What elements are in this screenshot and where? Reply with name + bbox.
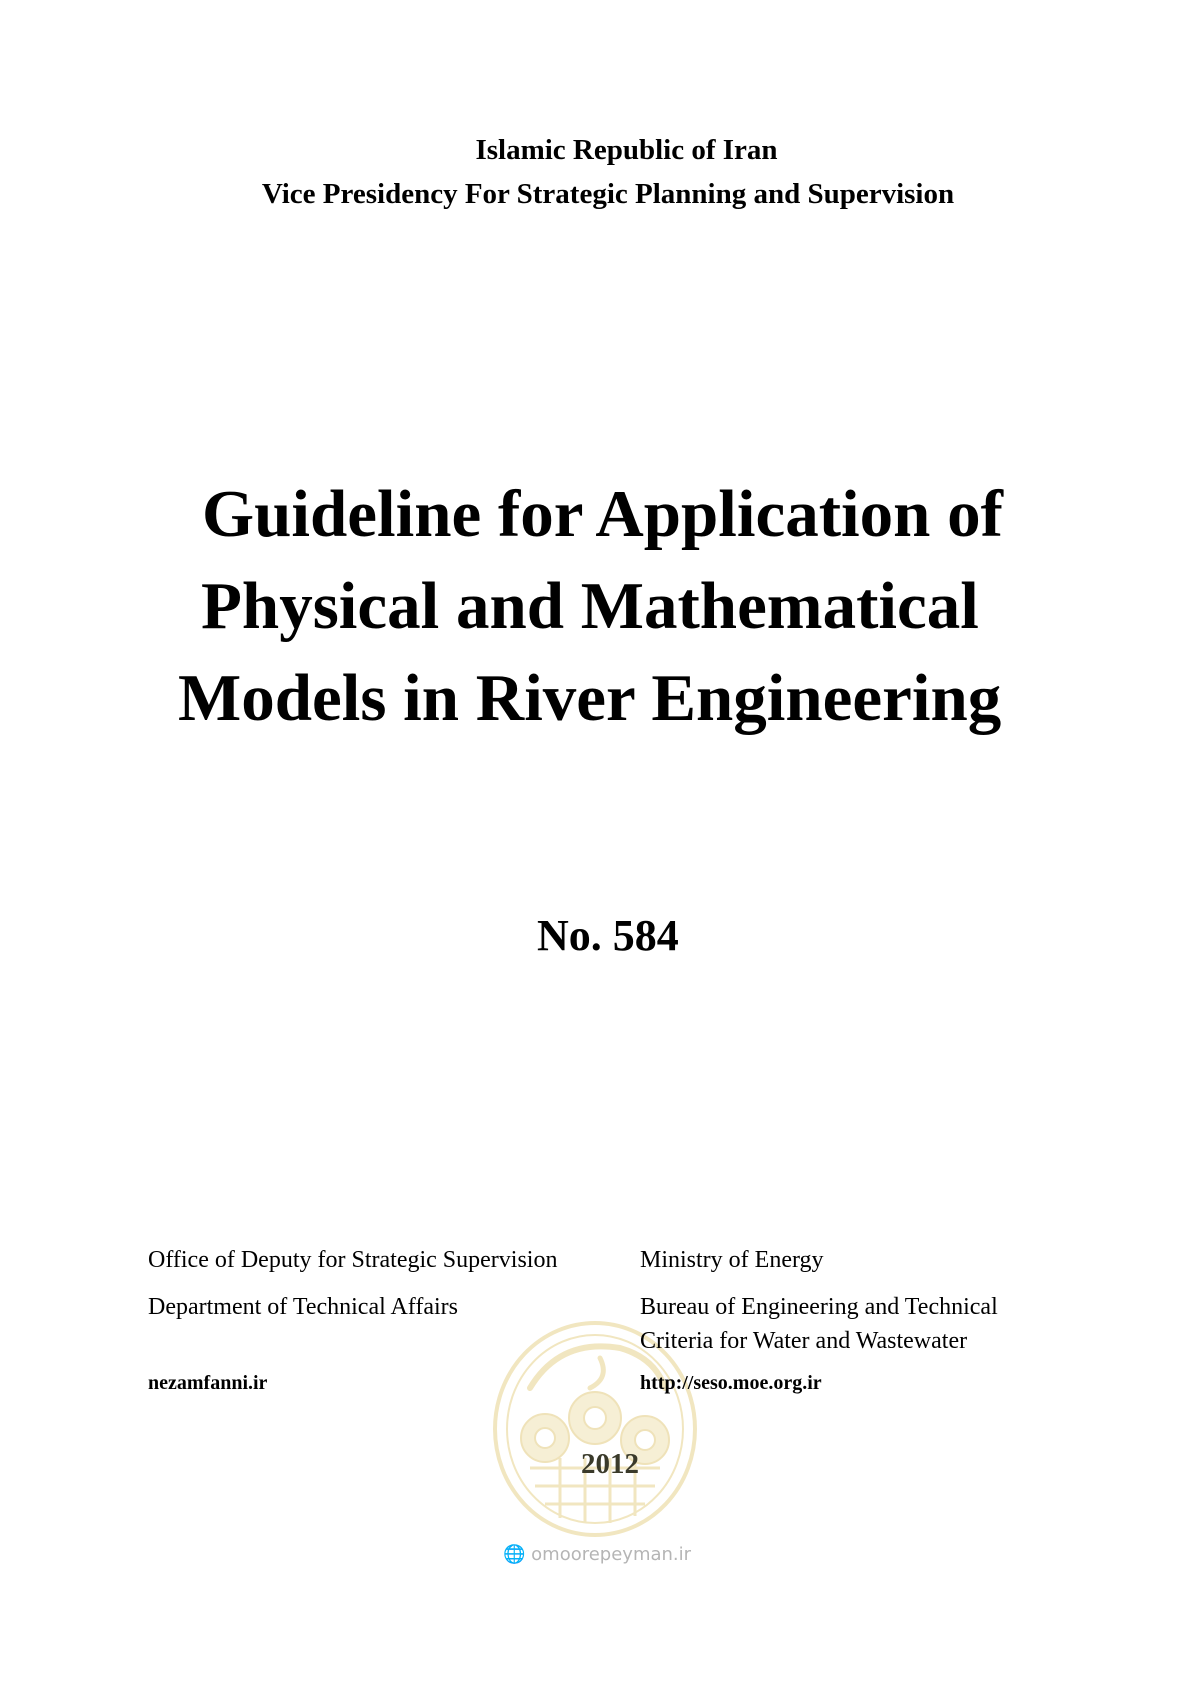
left-org-office: Office of Deputy for Strategic Supervision xyxy=(148,1247,558,1273)
title-line-3: Models in River Engineering xyxy=(178,661,1002,735)
right-org-criteria: Criteria for Water and Wastewater xyxy=(640,1328,968,1354)
watermark-url xyxy=(503,1544,691,1565)
left-org-department: Department of Technical Affairs xyxy=(148,1294,458,1320)
title-line-2: Physical and Mathematical xyxy=(201,569,979,643)
publication-year: 2012 xyxy=(581,1448,639,1480)
document-title xyxy=(0,468,1191,744)
left-org-website: nezamfanni.ir xyxy=(148,1372,268,1394)
watermark-url-text: omoorepeyman.ir xyxy=(531,1544,692,1565)
right-org-website: http://seso.moe.org.ir xyxy=(640,1372,822,1394)
issuing-authority: Vice Presidency For Strategic Planning and Supervision xyxy=(261,178,955,210)
title-line-1: Guideline for Application of xyxy=(202,477,1003,551)
right-org-bureau: Bureau of Engineering and Technical xyxy=(640,1294,998,1320)
document-number: No. 584 xyxy=(537,911,679,960)
globe-icon: 🌐 xyxy=(503,1544,526,1565)
country-name: Islamic Republic of Iran xyxy=(475,134,778,166)
right-org-ministry: Ministry of Energy xyxy=(640,1247,824,1273)
header xyxy=(0,128,1191,216)
